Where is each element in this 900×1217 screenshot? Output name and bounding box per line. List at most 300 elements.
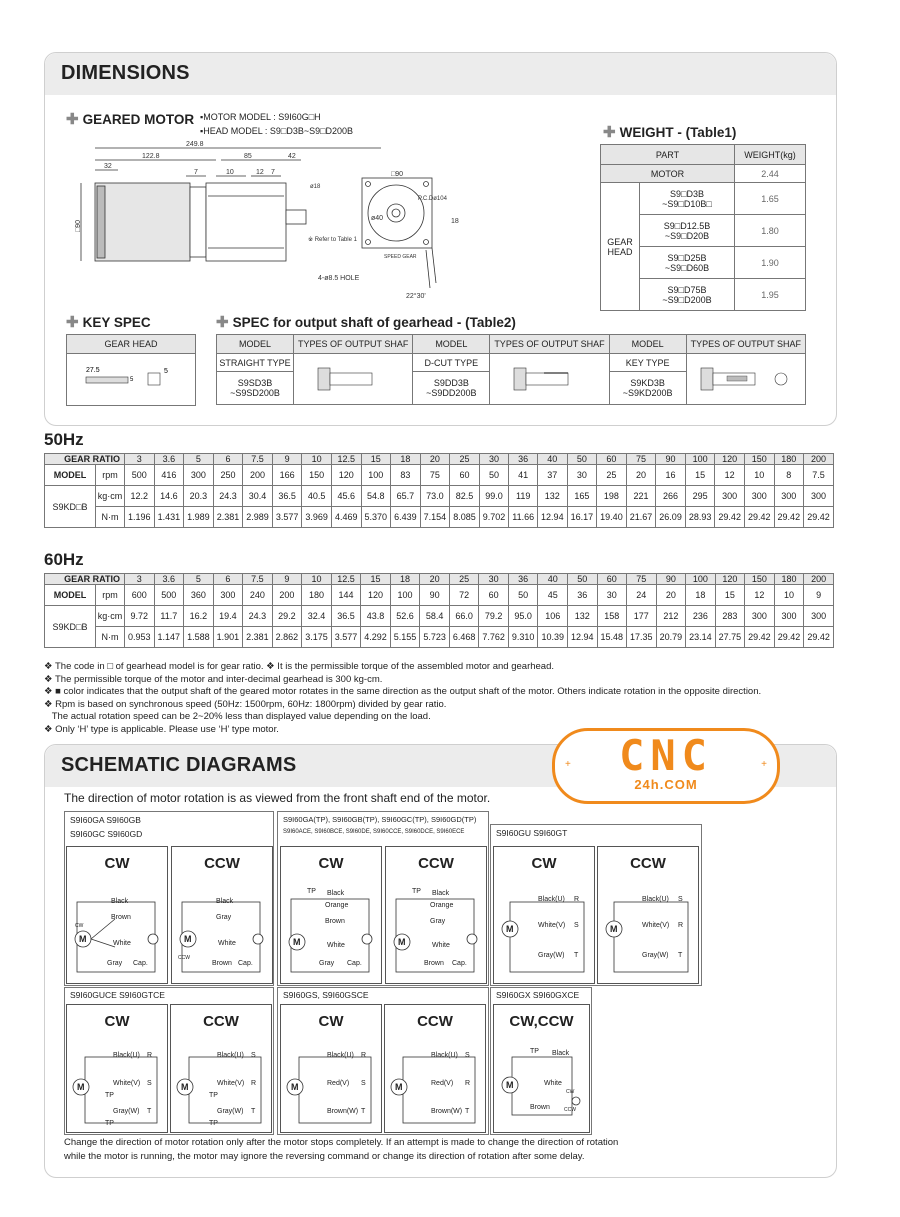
rpm-cell: 72 (449, 585, 479, 606)
svg-text:White: White (113, 940, 131, 947)
dim-hole: 4-ø8.5 HOLE (318, 275, 360, 282)
svg-text:S: S (465, 1052, 470, 1059)
nm-cell: 5.723 (420, 627, 450, 648)
svg-text:Gray(W): Gray(W) (538, 952, 565, 959)
group-label: S9I60GU S9I60GT (496, 828, 568, 838)
table60-title: 60Hz (44, 550, 84, 569)
model-name: S9KD□B (45, 486, 96, 528)
diagram-cell-ccw: CCW M TP Black Orange Gray White Brown Cap. (385, 846, 487, 984)
nm-cell: 11.66 (509, 507, 538, 528)
rpm-cell: 45 (538, 585, 568, 606)
rpm-cell: 20 (656, 585, 686, 606)
svg-text:M: M (184, 934, 192, 944)
svg-text:Gray(W): Gray(W) (113, 1108, 140, 1115)
gear-ratio-cell: 40 (538, 574, 568, 585)
gear-ratio-cell: 20 (420, 454, 450, 465)
key-spec-title: ✚ KEY SPEC (66, 314, 151, 331)
nm-cell: 2.381 (213, 507, 243, 528)
dim-10: 10 (226, 169, 234, 176)
nm-cell: 29.42 (774, 507, 804, 528)
svg-text:T: T (147, 1108, 152, 1115)
straight-shaft-drawing (294, 354, 413, 405)
model-label: MODEL (45, 465, 96, 486)
rpm-cell: 36 (567, 585, 597, 606)
svg-text:Brown: Brown (530, 1104, 550, 1111)
weight-motor-value: 2.44 (735, 165, 806, 183)
rpm-cell: 60 (450, 465, 480, 486)
nm-cell: 1.196 (125, 507, 155, 528)
gear-ratio-cell: 200 (804, 454, 834, 465)
wiring-a-cw (67, 847, 167, 983)
svg-text:M: M (610, 924, 618, 934)
kgcm-cell: 11.7 (154, 606, 184, 627)
svg-text:Brown: Brown (212, 960, 232, 967)
svg-text:Gray: Gray (430, 918, 446, 925)
nm-cell: 7.762 (479, 627, 509, 648)
wiring-uce-ccw (171, 1005, 271, 1132)
rpm-cell: 500 (154, 585, 184, 606)
model-name: S9KD□B (45, 606, 96, 648)
kgcm-cell: 73.0 (420, 486, 450, 507)
plus-icon: ✚ (66, 111, 79, 128)
gear-ratio-cell: 36 (508, 574, 538, 585)
svg-text:S: S (147, 1080, 152, 1087)
kgcm-cell: 221 (626, 486, 656, 507)
weight-model: S9□D75B ~S9□D200B (640, 279, 735, 311)
kgcm-cell: 36.5 (331, 606, 361, 627)
gear-ratio-cell: 3.6 (154, 454, 184, 465)
gear-ratio-cell: 3 (125, 574, 155, 585)
rpm-label: rpm (96, 585, 125, 606)
svg-text:TP: TP (105, 1092, 114, 1099)
nm-cell: 2.862 (272, 627, 302, 648)
gear-ratio-cell: 60 (597, 454, 627, 465)
svg-text:Gray: Gray (107, 960, 123, 967)
spec-model: S9DD3B ~S9DD200B (413, 372, 490, 405)
nm-cell: 10.39 (538, 627, 568, 648)
svg-text:R: R (251, 1080, 257, 1087)
rpm-cell: 360 (184, 585, 214, 606)
nm-cell: 3.969 (302, 507, 332, 528)
spec-output-title: ✚ SPEC for output shaft of gearhead - (Table2) (216, 314, 516, 331)
svg-text:R: R (147, 1052, 153, 1059)
diagram-cell-ccw: CCW M Black(U) S Red(V) R Brown(W) T (384, 1004, 486, 1133)
kgcm-cell: 266 (656, 486, 686, 507)
rpm-cell: 600 (125, 585, 155, 606)
schematic-subtitle: The direction of motor rotation is as viewed from the front shaft end of the motor. (64, 791, 491, 805)
gear-ratio-cell: 12.5 (331, 454, 361, 465)
rpm-label: rpm (96, 465, 125, 486)
watermark-dot-right: + (761, 759, 767, 770)
rpm-cell: 240 (243, 585, 273, 606)
svg-text:White(V): White(V) (642, 922, 670, 929)
kgcm-cell: 212 (656, 606, 686, 627)
svg-text:M: M (506, 1080, 514, 1090)
wiring-u-cw (494, 847, 594, 983)
diagram-cell-ccw: CCW M Black Gray White Brown Cap. CCW (171, 846, 273, 984)
gear-ratio-cell: 40 (538, 454, 568, 465)
rpm-cell: 30 (567, 465, 597, 486)
svg-text:Cap.: Cap. (452, 960, 467, 967)
gear-ratio-cell: 15 (361, 574, 391, 585)
rpm-cell: 24 (627, 585, 657, 606)
gear-ratio-label: GEAR RATIO (45, 574, 125, 585)
svg-text:Cap.: Cap. (347, 960, 362, 967)
kgcm-cell: 198 (597, 486, 627, 507)
rpm-cell: 30 (597, 585, 627, 606)
rpm-cell: 83 (391, 465, 421, 486)
rpm-cell: 50 (508, 585, 538, 606)
diagram-cell-ccw: CCW M Black(U) S White(V) R Gray(W) T TP TP (170, 1004, 272, 1133)
spec-type: D-CUT TYPE (413, 354, 490, 372)
svg-text:TP: TP (105, 1120, 114, 1127)
svg-text:R: R (574, 896, 580, 903)
gear-ratio-cell: 5 (184, 574, 214, 585)
key-spec-table (66, 334, 196, 406)
dim-head: 85 (244, 153, 252, 160)
gear-ratio-cell: 180 (774, 574, 804, 585)
nm-cell: 0.953 (125, 627, 155, 648)
svg-text:Brown: Brown (111, 914, 131, 921)
kgcm-cell: 300 (745, 606, 775, 627)
kgcm-cell: 65.7 (391, 486, 421, 507)
gear-ratio-cell: 60 (597, 574, 627, 585)
nm-label: N·m (96, 507, 125, 528)
weight-value: 1.80 (735, 215, 806, 247)
kgcm-cell: 40.5 (302, 486, 332, 507)
gear-ratio-cell: 6 (213, 574, 243, 585)
note-line: The actual rotation speed can be 2~20% less than displayed value depending on the load. (44, 711, 431, 722)
kgcm-cell: 283 (715, 606, 745, 627)
weight-gearhead-label: GEAR HEAD (601, 183, 640, 311)
svg-text:Gray: Gray (319, 960, 335, 967)
key-shaft-drawing (686, 354, 805, 405)
rpm-cell: 100 (361, 465, 391, 486)
plus-icon: ✚ (216, 314, 229, 331)
nm-cell: 16.17 (567, 507, 597, 528)
kgcm-cell: 300 (744, 486, 774, 507)
nm-cell: 2.989 (243, 507, 273, 528)
rpm-cell: 90 (420, 585, 450, 606)
nm-cell: 29.42 (774, 627, 804, 648)
svg-text:R: R (465, 1080, 471, 1087)
rpm-cell: 200 (272, 585, 302, 606)
kgcm-cell: 132 (538, 486, 568, 507)
group-label: S9I60GC S9I60GD (70, 829, 143, 839)
gear-ratio-cell: 75 (626, 454, 656, 465)
svg-text:M: M (77, 1082, 85, 1092)
wiring-s-cw (281, 1005, 381, 1132)
svg-text:M: M (395, 1082, 403, 1092)
spec-model: S9KD3B ~S9KD200B (609, 372, 686, 405)
kgcm-cell: 177 (627, 606, 657, 627)
svg-text:Cap.: Cap. (238, 960, 253, 967)
svg-text:Gray(W): Gray(W) (217, 1108, 244, 1115)
note-line: ❖ Rpm is based on synchronous speed (50Hz: 1500rpm, 60Hz: 1800rpm) divided by gear ratio. (44, 698, 447, 710)
key-spec-drawing (76, 359, 186, 399)
key-spec-header: GEAR HEAD (67, 335, 196, 354)
kgcm-label: kg·cm (96, 486, 125, 507)
rpm-cell: 500 (125, 465, 155, 486)
svg-text:M: M (506, 924, 514, 934)
nm-cell: 29.42 (745, 627, 775, 648)
kgcm-cell: 300 (804, 606, 834, 627)
svg-text:T: T (361, 1108, 366, 1115)
gear-ratio-cell: 150 (745, 574, 775, 585)
gear-ratio-cell: 12.5 (331, 574, 361, 585)
gear-ratio-cell: 3.6 (154, 574, 184, 585)
svg-text:CCW: CCW (564, 1107, 576, 1113)
note-line: ❖ The code in □ of gearhead model is for gear ratio. ❖ It is the permissible torque of the assembled motor and gearhead. (44, 661, 555, 672)
watermark-sub: 24h.COM (634, 777, 698, 792)
gear-ratio-cell: 30 (479, 574, 509, 585)
gear-ratio-cell: 15 (361, 454, 391, 465)
nm-cell: 1.588 (184, 627, 214, 648)
kgcm-cell: 24.3 (213, 486, 243, 507)
gear-ratio-cell: 10 (302, 574, 332, 585)
svg-text:White(V): White(V) (113, 1080, 141, 1087)
kgcm-cell: 79.2 (479, 606, 509, 627)
svg-text:Black(U): Black(U) (431, 1052, 458, 1059)
kgcm-cell: 36.5 (272, 486, 302, 507)
rpm-cell: 300 (213, 585, 243, 606)
svg-text:TP: TP (530, 1048, 539, 1055)
nm-cell: 5.155 (390, 627, 420, 648)
rpm-cell: 25 (597, 465, 627, 486)
kgcm-cell: 300 (804, 486, 834, 507)
svg-text:Black(U): Black(U) (217, 1052, 244, 1059)
gear-ratio-cell: 90 (656, 574, 686, 585)
diagram-cell-ccw: CCW M Black(U) S White(V) R Gray(W) T (597, 846, 699, 984)
notes (44, 661, 761, 736)
rpm-cell: 75 (420, 465, 450, 486)
gear-ratio-cell: 7.5 (243, 454, 273, 465)
rpm-cell: 120 (361, 585, 391, 606)
motor-model-label: ▪MOTOR MODEL : S9I60G□H (200, 112, 321, 122)
nm-cell: 28.93 (685, 507, 715, 528)
gear-ratio-cell: 9 (272, 574, 302, 585)
weight-value: 1.95 (735, 279, 806, 311)
kgcm-cell: 165 (567, 486, 597, 507)
gear-ratio-cell: 75 (627, 574, 657, 585)
key-dim-height: 5 (130, 376, 134, 383)
nm-cell: 4.469 (331, 507, 361, 528)
kgcm-cell: 236 (686, 606, 716, 627)
rpm-cell: 180 (302, 585, 332, 606)
dim-square-right: □90 (391, 171, 404, 178)
dim-speed-gear: SPEED GEAR (384, 254, 417, 260)
svg-text:Brown: Brown (325, 918, 345, 925)
spec-header: MODEL (217, 335, 294, 354)
svg-text:Orange: Orange (325, 902, 349, 909)
nm-cell: 9.702 (479, 507, 509, 528)
plus-icon: ✚ (66, 314, 79, 331)
kgcm-cell: 20.3 (184, 486, 214, 507)
rpm-cell: 50 (479, 465, 509, 486)
key-dim-length: 27.5 (86, 366, 100, 374)
model-label: MODEL (45, 585, 96, 606)
dim-angle: 22°30' (406, 293, 426, 300)
svg-text:Red(V): Red(V) (327, 1080, 350, 1087)
svg-text:Gray(W): Gray(W) (642, 952, 669, 959)
nm-cell: 15.48 (597, 627, 627, 648)
kgcm-cell: 158 (597, 606, 627, 627)
diagram-cell-cw-ccw: CW,CCW M TP Black White Brown CW CCW (493, 1004, 590, 1133)
rpm-cell: 300 (184, 465, 214, 486)
svg-text:White(V): White(V) (538, 922, 566, 929)
kgcm-cell: 132 (567, 606, 597, 627)
diagram-cell-cw: CW M Black(U) R White(V) S Gray(W) T TP TP (66, 1004, 168, 1133)
table60 (44, 573, 834, 648)
dim-refer: ※ Refer to Table 1 (308, 237, 357, 243)
kgcm-cell: 106 (538, 606, 568, 627)
nm-cell: 29.42 (804, 507, 834, 528)
key-dim-width: 5 (164, 367, 168, 375)
rpm-cell: 41 (509, 465, 538, 486)
spec-header: MODEL (413, 335, 490, 354)
group-label: S9I60GS, S9I60GSCE (283, 990, 369, 1000)
weight-model: S9□D25B ~S9□D60B (640, 247, 735, 279)
nm-cell: 8.085 (450, 507, 480, 528)
svg-text:T: T (574, 952, 579, 959)
kgcm-cell: 14.6 (154, 486, 184, 507)
spec-output-table (216, 334, 806, 405)
kgcm-cell: 99.0 (479, 486, 509, 507)
svg-text:CW: CW (75, 923, 84, 929)
rpm-cell: 250 (213, 465, 243, 486)
group-label: S9I60GX S9I60GXCE (496, 990, 580, 1000)
svg-text:T: T (465, 1108, 470, 1115)
svg-text:TP: TP (209, 1092, 218, 1099)
gear-ratio-cell: 3 (125, 454, 155, 465)
nm-cell: 20.79 (656, 627, 686, 648)
nm-cell: 3.577 (331, 627, 361, 648)
dimensions-title: DIMENSIONS (61, 62, 190, 84)
dim-12: 12 (256, 169, 264, 176)
svg-text:Red(V): Red(V) (431, 1080, 454, 1087)
note-line: ❖ ■ color indicates that the output shaft of the geared motor rotates in the same direction as the output shaft of the motor. Others indicate rotation in the opposite direction. (44, 686, 762, 697)
plus-icon: ✚ (603, 124, 616, 141)
kgcm-cell: 300 (774, 486, 804, 507)
wiring-tp-cw (281, 847, 381, 983)
nm-cell: 29.42 (715, 507, 745, 528)
rpm-cell: 416 (154, 465, 184, 486)
spec-header: TYPES OF OUTPUT SHAF (294, 335, 413, 354)
svg-text:S: S (361, 1080, 366, 1087)
gear-ratio-cell: 5 (184, 454, 214, 465)
wiring-x (494, 1005, 589, 1132)
gear-ratio-cell: 36 (509, 454, 538, 465)
spec-header: MODEL (609, 335, 686, 354)
rpm-cell: 20 (626, 465, 656, 486)
note-line: ❖ The permissible torque of the motor and inter-decimal gearhead is 300 kg-cm. (44, 673, 383, 685)
nm-cell: 3.175 (302, 627, 332, 648)
svg-text:Black(U): Black(U) (113, 1052, 140, 1059)
svg-text:CCW: CCW (178, 955, 190, 961)
nm-cell: 1.901 (213, 627, 243, 648)
weight-value: 1.90 (735, 247, 806, 279)
rpm-cell: 12 (715, 465, 745, 486)
nm-cell: 27.75 (715, 627, 745, 648)
weight-model: S9□D3B ~S9□D10B□ (640, 183, 735, 215)
dimensions-header (45, 53, 836, 95)
svg-text:White: White (544, 1080, 562, 1087)
svg-text:Black: Black (432, 890, 450, 897)
svg-text:TP: TP (209, 1120, 218, 1127)
diagram-cell-cw: CW M Black(U) R White(V) S Gray(W) T (493, 846, 595, 984)
rpm-cell: 150 (302, 465, 332, 486)
gear-ratio-cell: 6 (213, 454, 243, 465)
nm-cell: 5.370 (361, 507, 391, 528)
spec-type: KEY TYPE (609, 354, 686, 372)
svg-text:Black(U): Black(U) (538, 896, 565, 903)
dim-phi18: ø18 (310, 184, 321, 190)
gear-ratio-cell: 50 (567, 454, 597, 465)
svg-text:R: R (678, 922, 684, 929)
nm-label: N·m (96, 627, 125, 648)
svg-text:Black: Black (111, 898, 129, 905)
kgcm-cell: 16.2 (184, 606, 214, 627)
wiring-uce-cw (67, 1005, 167, 1132)
gear-ratio-cell: 20 (420, 574, 450, 585)
kgcm-cell: 29.2 (272, 606, 302, 627)
svg-text:M: M (79, 934, 87, 944)
rpm-cell: 200 (243, 465, 273, 486)
nm-cell: 12.94 (538, 507, 568, 528)
gear-ratio-cell: 90 (656, 454, 686, 465)
kgcm-cell: 119 (509, 486, 538, 507)
rpm-cell: 16 (656, 465, 686, 486)
nm-cell: 29.42 (804, 627, 834, 648)
nm-cell: 1.147 (154, 627, 184, 648)
svg-text:M: M (291, 1082, 299, 1092)
svg-text:CW: CW (566, 1089, 575, 1095)
svg-text:R: R (361, 1052, 367, 1059)
gear-ratio-cell: 18 (391, 454, 421, 465)
nm-cell: 3.577 (272, 507, 302, 528)
rpm-cell: 9 (804, 585, 834, 606)
svg-text:M: M (181, 1082, 189, 1092)
kgcm-cell: 300 (774, 606, 804, 627)
rpm-cell: 15 (685, 465, 715, 486)
diagram-cell-cw: CW M Black Brown White Gray Cap. CW (66, 846, 168, 984)
svg-text:Brown(W): Brown(W) (431, 1108, 463, 1115)
dim-7a: 7 (194, 169, 198, 176)
svg-text:Cap.: Cap. (133, 960, 148, 967)
kgcm-cell: 82.5 (450, 486, 480, 507)
kgcm-cell: 52.6 (390, 606, 420, 627)
nm-cell: 23.14 (686, 627, 716, 648)
diagram-cell-cw: CW M TP Black Orange Brown White Gray Cap. (280, 846, 382, 984)
weight-value: 1.65 (735, 183, 806, 215)
group-label: S9I60ACE, S9I60BCE, S9I60DE, S9I60CCE, S9I60DCE, S9I60ECE (283, 829, 465, 835)
svg-text:Black: Black (216, 898, 234, 905)
gear-ratio-cell: 150 (744, 454, 774, 465)
svg-text:White: White (218, 940, 236, 947)
wiring-u-ccw (598, 847, 698, 983)
table50 (44, 453, 834, 528)
svg-text:M: M (293, 937, 301, 947)
dim-pcd: P.C.Dø104 (418, 196, 447, 202)
svg-text:M: M (398, 937, 406, 947)
svg-text:Orange: Orange (430, 902, 454, 909)
rpm-cell: 60 (479, 585, 509, 606)
kgcm-cell: 300 (715, 486, 745, 507)
table50-title: 50Hz (44, 430, 84, 449)
svg-text:Gray: Gray (216, 914, 232, 921)
gear-ratio-cell: 120 (715, 454, 745, 465)
gear-ratio-cell: 120 (715, 574, 745, 585)
